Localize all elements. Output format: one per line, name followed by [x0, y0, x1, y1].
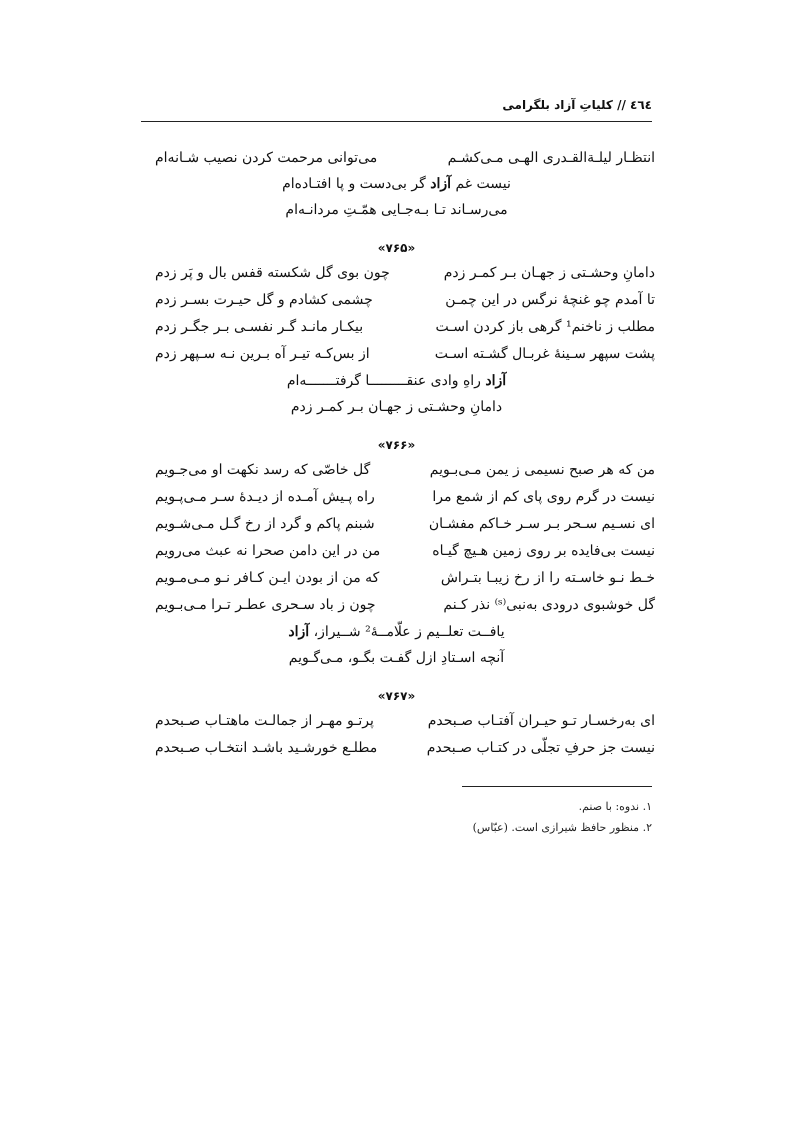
header-rule: [141, 121, 652, 122]
couplet: [155, 486, 655, 508]
hemistich-first: گل خوشبوی درودی به‌نبی⁽ˢ⁾ نذر کـنم: [443, 597, 655, 613]
hemistich-first: تا آمدم چو غنچهٔ نرگس در این چمـن: [445, 292, 655, 308]
hemistich-second: از بس‌کـه تیـر آه بـرین نـه سـپهر زدم: [155, 346, 370, 362]
closing-line: یافــت تعلــیم ز علّامــهٔ² شــیراز، آزاد: [288, 624, 505, 640]
hemistich-second: گل خاصّی که رسد نکهت او می‌جـویم: [155, 462, 371, 478]
footnote: ۱. ندوه: با صنم.: [578, 800, 652, 813]
couplet: [155, 540, 655, 562]
footnote-rule: [462, 786, 652, 787]
hemistich-second: چشمی کشادم و گل حیـرت بسـر زدم: [155, 292, 373, 308]
hemistich-second: مطلـع خورشـید باشـد انتخـاب صـبحدم: [155, 740, 378, 756]
couplet: [155, 316, 655, 338]
hemistich-first: ای به‌رخسـار تـو حیـران آفتـاب صـبحدم: [427, 713, 655, 729]
poet-name: آزاد: [430, 176, 452, 192]
refrain-line: آنچه اسـتادِ ازل گفـت بگـو، مـی‌گـویم: [288, 650, 505, 666]
poem-number: «۷۶۷»: [377, 689, 416, 703]
poet-name: آزاد: [485, 373, 507, 389]
hemistich-first: مطلب ز ناخنم¹ گرهی باز کردن اسـت: [435, 319, 655, 335]
poem-number: «۷۶۶»: [377, 438, 416, 452]
hemistich-second: می‌توانی مرحمت کردن نصیب شـانه‌ام: [155, 150, 378, 166]
footnote: ۲. منظور حافظ شیرازی است. (عبّاس): [472, 821, 652, 834]
hemistich-first: دامانِ وحشـتی ز جهـان بـر کمـر زدم: [443, 265, 655, 281]
couplet: [155, 567, 655, 589]
refrain-line: می‌رسـاند تـا بـه‌جـایی همّـتِ مردانـه‌ام: [285, 202, 508, 218]
hemistich-second: شبنم پاکم و گرد از رخ گـل مـی‌شـویم: [155, 516, 375, 532]
hemistich-first: نیست جز حرفِ تجلّی در کتـاب صـبحدم: [426, 740, 655, 756]
hemistich-second: چون ز باد سـحری عطـر تـرا مـی‌بـویم: [155, 597, 376, 613]
hemistich-second: راه پـیش آمـده از دیـدهٔ سـر مـی‌پـویم: [155, 489, 375, 505]
hemistich-first: نیست در گرم روی پای کم از شمع مرا: [432, 489, 655, 505]
hemistich-second: پرتـو مهـر از جمالـت ماهتـاب صـبحدم: [155, 713, 374, 729]
hemistich-first: ای نسـیم سـحر بـر سـر خـاکم مفشـان: [428, 516, 655, 532]
running-head: ٤٦٤ // کلیاتِ آزاد بلگرامی: [502, 98, 652, 112]
couplet: [155, 262, 655, 284]
hemistich-first: انتظـار لیلـةالقـدری الهـی مـی‌کشـم: [447, 150, 655, 166]
hemistich-first: من که هر صبح نسیمی ز یمن مـی‌بـویم: [429, 462, 655, 478]
hemistich-first: پشت سپهر سـینهٔ غربـال گشـته اسـت: [434, 346, 655, 362]
couplet: [155, 147, 655, 169]
hemistich-second: که من از بودن ایـن کـافر نـو مـی‌مـویم: [155, 570, 380, 586]
couplet: [155, 737, 655, 759]
couplet: [155, 513, 655, 535]
hemistich-second: من در این دامن صحرا نه عبث می‌رویم: [155, 543, 381, 559]
couplet: [155, 459, 655, 481]
poem-number: «۷۶۵»: [377, 241, 416, 255]
couplet: [155, 343, 655, 365]
refrain-line: دامانِ وحشـتی ز جهـان بـر کمـر زدم: [290, 399, 503, 415]
poet-name: آزاد: [288, 624, 310, 640]
hemistich-first: خـط نـو خاسـته را از رخ زیبـا بتـراش: [440, 570, 655, 586]
couplet: [155, 594, 655, 616]
hemistich-second: بیکـار مانـد گـر نفسـی بـر جگـر زدم: [155, 319, 364, 335]
hemistich-second: چون بوی گل شکسته قفس بال و پَر زدم: [155, 265, 390, 281]
couplet: [155, 710, 655, 732]
closing-line: آزاد راهِ وادی عنقـــــــــا گرفتـــــــه‌ام: [286, 373, 507, 389]
couplet: [155, 289, 655, 311]
hemistich-first: نیست بی‌فایده بر روی زمین هـیچ گیـاه: [432, 543, 655, 559]
closing-line: نیست غم آزاد گر بی‌دست و پا افتـاده‌ام: [282, 176, 511, 192]
